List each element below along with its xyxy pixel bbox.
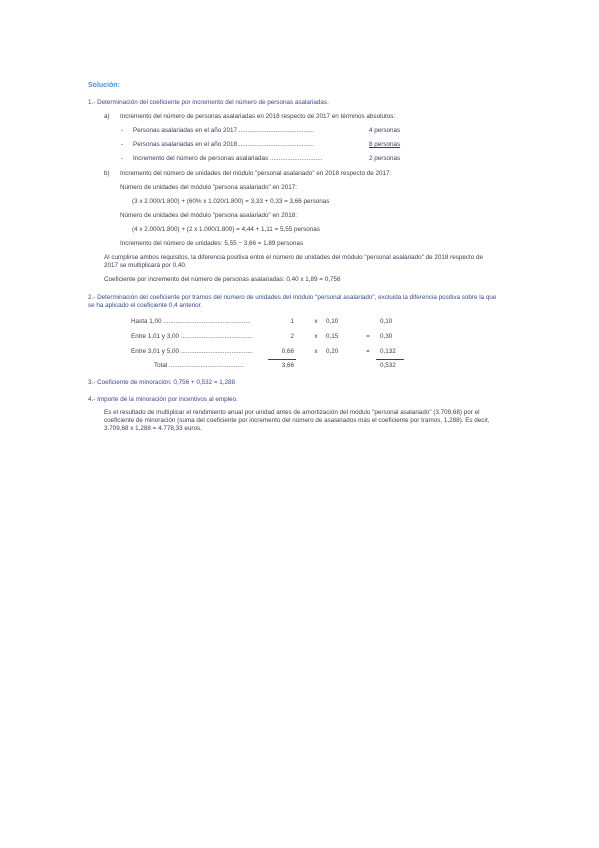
item-b-label: b) bbox=[104, 170, 110, 177]
row-dash: - bbox=[121, 141, 124, 148]
tranche-coef: 0,15 bbox=[326, 333, 339, 340]
item-a-label: a) bbox=[104, 113, 110, 120]
tranche-total-units: 3,66 bbox=[281, 362, 294, 369]
solution-heading: Solución: bbox=[88, 82, 120, 89]
tranche-units: 0,66 bbox=[281, 348, 294, 355]
tranche-coef: 0,10 bbox=[326, 318, 339, 325]
row-label: Personas asalariadas en el año 2018 ........................................... bbox=[133, 141, 314, 148]
section-1-title: 1.- Determinación del coeficiente por incremento del número de personas asalariadas. bbox=[88, 99, 329, 106]
units-2018-calc: (4 x 2.000/1.800) + (2 x 1.000/1.800) = 4,44 + 1,11 = 5,55 personas bbox=[132, 226, 320, 233]
tranche-units: 1 bbox=[290, 318, 294, 325]
row-value: 8 personas bbox=[369, 141, 401, 148]
tranche-total-label: Total ........................................... bbox=[154, 362, 245, 369]
coefficient-increment: Coeficiente por incremento del número de personas asalariadas: 0,40 x 1,89 = 0,756 bbox=[104, 276, 341, 283]
row-dash: - bbox=[121, 127, 124, 134]
equals-sign: = bbox=[366, 333, 370, 340]
section-3-title: 3.- Coeficiente de minoración: 0,756 + 0,532 = 1,288 bbox=[88, 379, 236, 386]
units-2017-calc: (3 x 2.000/1.800) + (60% x 1.020/1.800) = 3,33 + 0,33 = 3,66 personas bbox=[132, 198, 330, 205]
requirements-paragraph: Al cumplirse ambos requisitos, la diferencia positiva entre el número de unidades del módulo "personal asalariado" de 2018 respecto de 2017 se multiplicará por 0,40. bbox=[104, 254, 484, 269]
section-4-text: Es el resultado de multiplicar el rendimiento anual por unidad antes de amortización del módulo "personal asalariado" (3.709,68) por el coeficiente de minoración (suma del coeficiente por incremento del número de asalariados más el coeficiente por tramos, 1,288). Es decir, 3.709,68 x 1,288 = 4.778,33 euros. bbox=[104, 409, 490, 432]
times-sign: x bbox=[314, 348, 318, 355]
row-label: Personas asalariadas en el año 2017 ........................................... bbox=[133, 127, 314, 134]
section-4-title: 4.- Importe de la minoración por incentivos al empleo. bbox=[88, 396, 238, 403]
units-total-rule bbox=[268, 359, 296, 360]
times-sign: x bbox=[314, 333, 318, 340]
tranche-result: 0,132 bbox=[380, 348, 396, 355]
tranche-coef: 0,20 bbox=[326, 348, 339, 355]
units-increment: Incremento del número de unidades: 5,55 − 3,66 = 1,89 personas bbox=[120, 240, 304, 247]
times-sign: x bbox=[314, 318, 318, 325]
item-a-text: Incremento del número de personas asalariadas en 2018 respecto de 2017 en términos absolutos: bbox=[120, 113, 396, 120]
row-value: 2 personas bbox=[369, 155, 401, 162]
tranche-result: 0,10 bbox=[380, 318, 393, 325]
results-total-rule bbox=[376, 359, 404, 360]
row-value: 4 personas bbox=[369, 127, 401, 134]
tranche-label: Entre 1,01 y 3,00 ......................................... bbox=[131, 333, 253, 340]
tranche-result: 0,30 bbox=[380, 333, 393, 340]
equals-sign: = bbox=[366, 348, 370, 355]
row-dash: - bbox=[121, 155, 124, 162]
units-2018-label: Número de unidades del módulo "persona asalariado" en 2018: bbox=[120, 212, 298, 219]
item-b-text: Incremento del número de unidades del módulo "personal asalariado" en 2018 respecto de 2017: bbox=[120, 170, 392, 177]
tranche-label: Entre 3,01 y 5,00 ......................................... bbox=[131, 348, 253, 355]
units-2017-label: Número de unidades del módulo "persona asalariado" en 2017: bbox=[120, 184, 298, 191]
tranche-label: Hasta 1,00 .................................................. bbox=[131, 318, 251, 325]
tranche-total-result: 0,532 bbox=[380, 362, 396, 369]
tranche-units: 2 bbox=[290, 333, 294, 340]
row-label: Incremento del número de personas asalariadas .............................. bbox=[133, 155, 323, 162]
section-2-title: 2.- Determinación del coeficiente por tramos del número de unidades del módulo "personal asalariado", excluida la diferencia positiva sobre la que se ha aplicado el coeficiente 0,4 anterior. bbox=[88, 294, 497, 309]
